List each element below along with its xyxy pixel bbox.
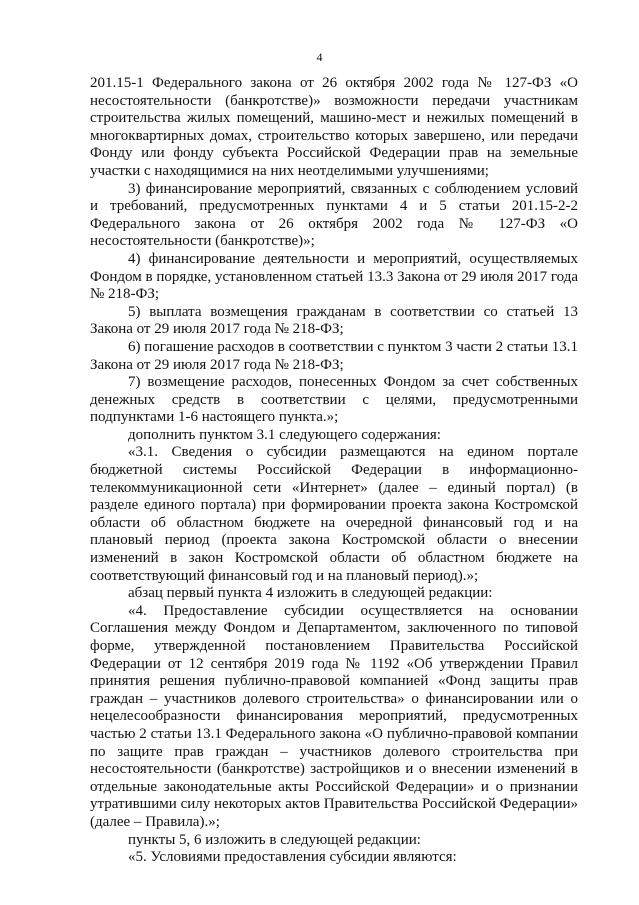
paragraph: 201.15-1 Федерального закона от 26 октября 2002 года № 127-ФЗ «О несостоятельности (банкротстве)» возможности передачи участникам строительства жилых помещений, машино-мест и нежилых помещений в многоквартирных домах, строительство которых завершено, или передачи Фонду или фонду субъекта Российской Федерации прав на земельные участки с находящимися на них неотделимыми улучшениями; xyxy=(90,75,578,179)
paragraph: 3) финансирование мероприятий, связанных с соблюдением условий и требований, предусмотренных пунктами 4 и 5 статьи 201.15-2-2 Федерального закона от 26 октября 2002 года № 127-ФЗ «О несостоятельности (банкротстве)»; xyxy=(90,180,578,250)
document-body xyxy=(90,75,578,867)
paragraph: 5) выплата возмещения гражданам в соответствии со статьей 13 Закона от 29 июля 2017 года № 218-ФЗ; xyxy=(90,303,578,338)
paragraph: «5. Условиями предоставления субсидии являются: xyxy=(128,849,457,866)
paragraph: 6) погашение расходов в соответствии с пунктом 3 части 2 статьи 13.1 Закона от 29 июля 2017 года № 218-ФЗ; xyxy=(90,338,578,373)
page-number: 4 xyxy=(316,50,323,64)
paragraph: «4. Предоставление субсидии осуществляется на основании Соглашения между Фондом и Департаментом, заключенного по типовой форме, утвержденной постановлением Правительства Российской Федерации от 12 сентября 2019 года № 1192 «Об утверждении Правил принятия решения публично-правовой компанией «Фонд защиты прав граждан – участников долевого строительства» о финансировании или о нецелесообразности финансирования мероприятий, предусмотренных частью 2 статьи 13.1 Федерального закона «О публично-правовой компании по защите прав граждан – участников долевого строительства при несостоятельности (банкротстве) застройщиков и о внесении изменений в отдельные законодательные акты Российской Федерации» и о признании утратившими силу некоторых актов Правительства Российской Федерации» (далее – Правила).»; xyxy=(90,602,578,830)
paragraph: дополнить пунктом 3.1 следующего содержания: xyxy=(128,426,441,443)
paragraph: «3.1. Сведения о субсидии размещаются на едином портале бюджетной системы Российской Федерации в информационно-телекоммуникационной сети «Интернет» (далее – единый портал) (в разделе единого портала) при формировании проекта закона Костромской области об областном бюджете на очередной финансовый год и на плановый период (проекта закона Костромской области о внесении изменений в закон Костромской области об областном бюджете на соответствующий финансовый год и на плановый период).»; xyxy=(90,444,578,584)
paragraph: 7) возмещение расходов, понесенных Фондом за счет собственных денежных средств в соответствии с целями, предусмотренными подпунктами 1-6 настоящего пункта.»; xyxy=(90,374,578,426)
paragraph: абзац первый пункта 4 изложить в следующей редакции: xyxy=(128,585,493,602)
paragraph: пункты 5, 6 изложить в следующей редакции: xyxy=(128,831,421,848)
paragraph: 4) финансирование деятельности и мероприятий, осуществляемых Фондом в порядке, установленном статьей 13.3 Закона от 29 июля 2017 года № 218-ФЗ; xyxy=(90,250,578,303)
